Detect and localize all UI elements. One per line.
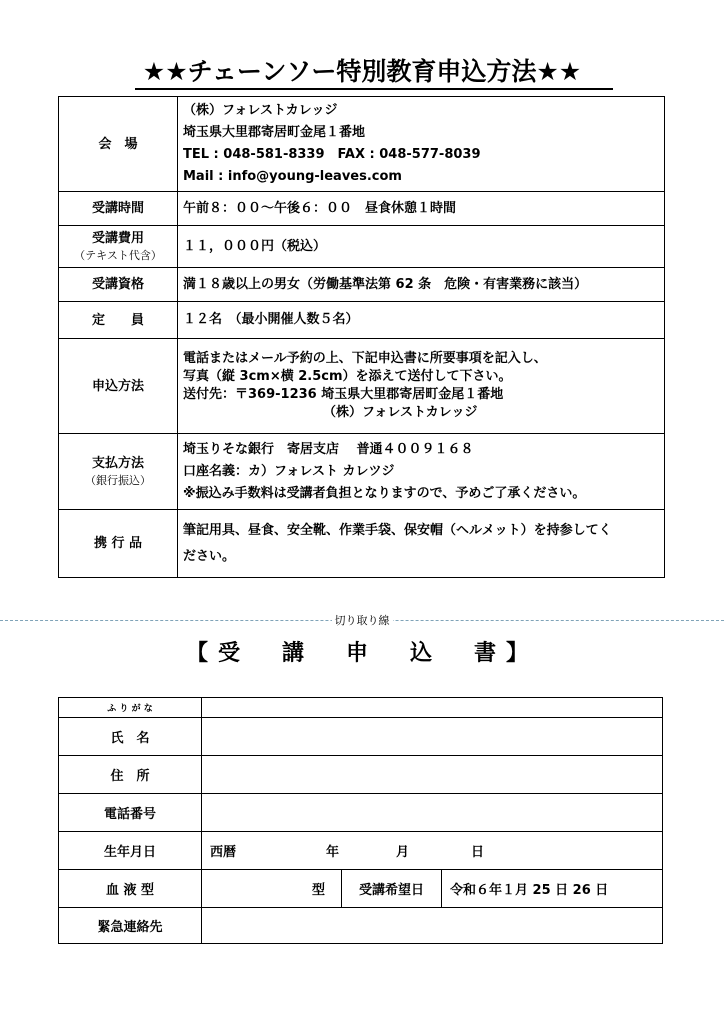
page-title: ★★チェーンソー特別教育申込方法★★ xyxy=(142,57,582,86)
capacity-label: 定 員 xyxy=(59,302,178,339)
application-form xyxy=(58,697,663,944)
venue-label: 会 場 xyxy=(59,97,178,192)
fee-label-cell xyxy=(59,226,178,268)
phone-field[interactable] xyxy=(202,794,663,832)
items-label: 携 行 品 xyxy=(59,510,178,578)
wish-label: 受講希望日 xyxy=(342,870,442,908)
apply-line: （株）フォレストカレッジ xyxy=(323,405,478,420)
phone-label: 電話番号 xyxy=(59,794,202,832)
apply-line: 電話またはメール予約の上、下記申込書に所要事項を記入し、 xyxy=(183,351,547,366)
qualification-value: 満１８歳以上の男女（労働基準法第 62 条 危険・有害業務に該当） xyxy=(178,268,665,302)
qualification-label: 受講資格 xyxy=(59,268,178,302)
apply-line: 送付先：〒369-1236 埼玉県大里郡寄居町金尾１番地 xyxy=(183,387,504,402)
furigana-field[interactable] xyxy=(202,698,663,718)
items-line: 筆記用具、昼食、安全靴、作業手袋、保安帽（ヘルメット）を持参してく xyxy=(183,522,612,538)
birth-year: 年 xyxy=(326,845,340,860)
venue-line: 埼玉県大里郡寄居町金尾１番地 xyxy=(183,125,366,140)
wish-value[interactable]: 令和６年１月 25 日 26 日 xyxy=(442,870,663,908)
items-line: ださい。 xyxy=(183,548,236,564)
payment-label: 支払方法 xyxy=(91,455,144,471)
time-label: 受講時間 xyxy=(59,192,178,226)
payment-line: ※振込み手数料は受講者負担となりますので、予めご了承ください。 xyxy=(183,485,586,501)
venue-line: （株）フォレストカレッジ xyxy=(183,103,338,118)
form-title: 【受 講 申 込 書】 xyxy=(185,641,538,666)
furigana-label: ふ り が な xyxy=(59,698,202,718)
address-label: 住 所 xyxy=(59,756,202,794)
fee-value: １１，０００円（税込） xyxy=(178,226,665,268)
payment-line: 口座名義：カ）フォレスト カレツジ xyxy=(183,463,395,479)
birth-label: 生年月日 xyxy=(59,832,202,870)
blood-suffix: 型 xyxy=(311,883,325,898)
apply-value xyxy=(178,339,665,434)
birth-era: 西暦 xyxy=(210,845,237,860)
emergency-field[interactable] xyxy=(202,908,663,944)
payment-line: 埼玉りそな銀行 寄居支店 普通４００９１６８ xyxy=(183,441,474,457)
title-underline xyxy=(135,88,613,90)
name-label: 氏 名 xyxy=(59,718,202,756)
birth-month: 月 xyxy=(396,845,410,860)
birth-day: 日 xyxy=(471,845,485,860)
birth-field[interactable] xyxy=(202,832,663,870)
apply-line: 写真（縦 3cm×横 2.5cm）を添えて送付して下さい。 xyxy=(183,369,512,384)
blood-field[interactable] xyxy=(202,870,342,908)
address-field[interactable] xyxy=(202,756,663,794)
payment-sub-label: （銀行振込） xyxy=(85,473,151,487)
blood-label: 血 液 型 xyxy=(59,870,202,908)
payment-value xyxy=(178,434,665,510)
payment-label-cell xyxy=(59,434,178,510)
info-table xyxy=(58,96,665,578)
cut-line-label: 切り取り線 xyxy=(332,614,393,627)
venue-value xyxy=(178,97,665,192)
fee-label: 受講費用 xyxy=(91,230,144,246)
venue-line: TEL : 048-581-8339 FAX : 048-577-8039 xyxy=(183,147,481,162)
emergency-label: 緊急連絡先 xyxy=(59,908,202,944)
time-value: 午前８：００～午後６：００ 昼食休憩１時間 xyxy=(178,192,665,226)
name-field[interactable] xyxy=(202,718,663,756)
apply-label: 申込方法 xyxy=(59,339,178,434)
fee-sub-label: （テキスト代含） xyxy=(74,248,162,262)
items-value xyxy=(178,510,665,578)
capacity-value: １２名 （最小開催人数５名） xyxy=(178,302,665,339)
venue-line: Mail : info@young-leaves.com xyxy=(183,169,402,184)
